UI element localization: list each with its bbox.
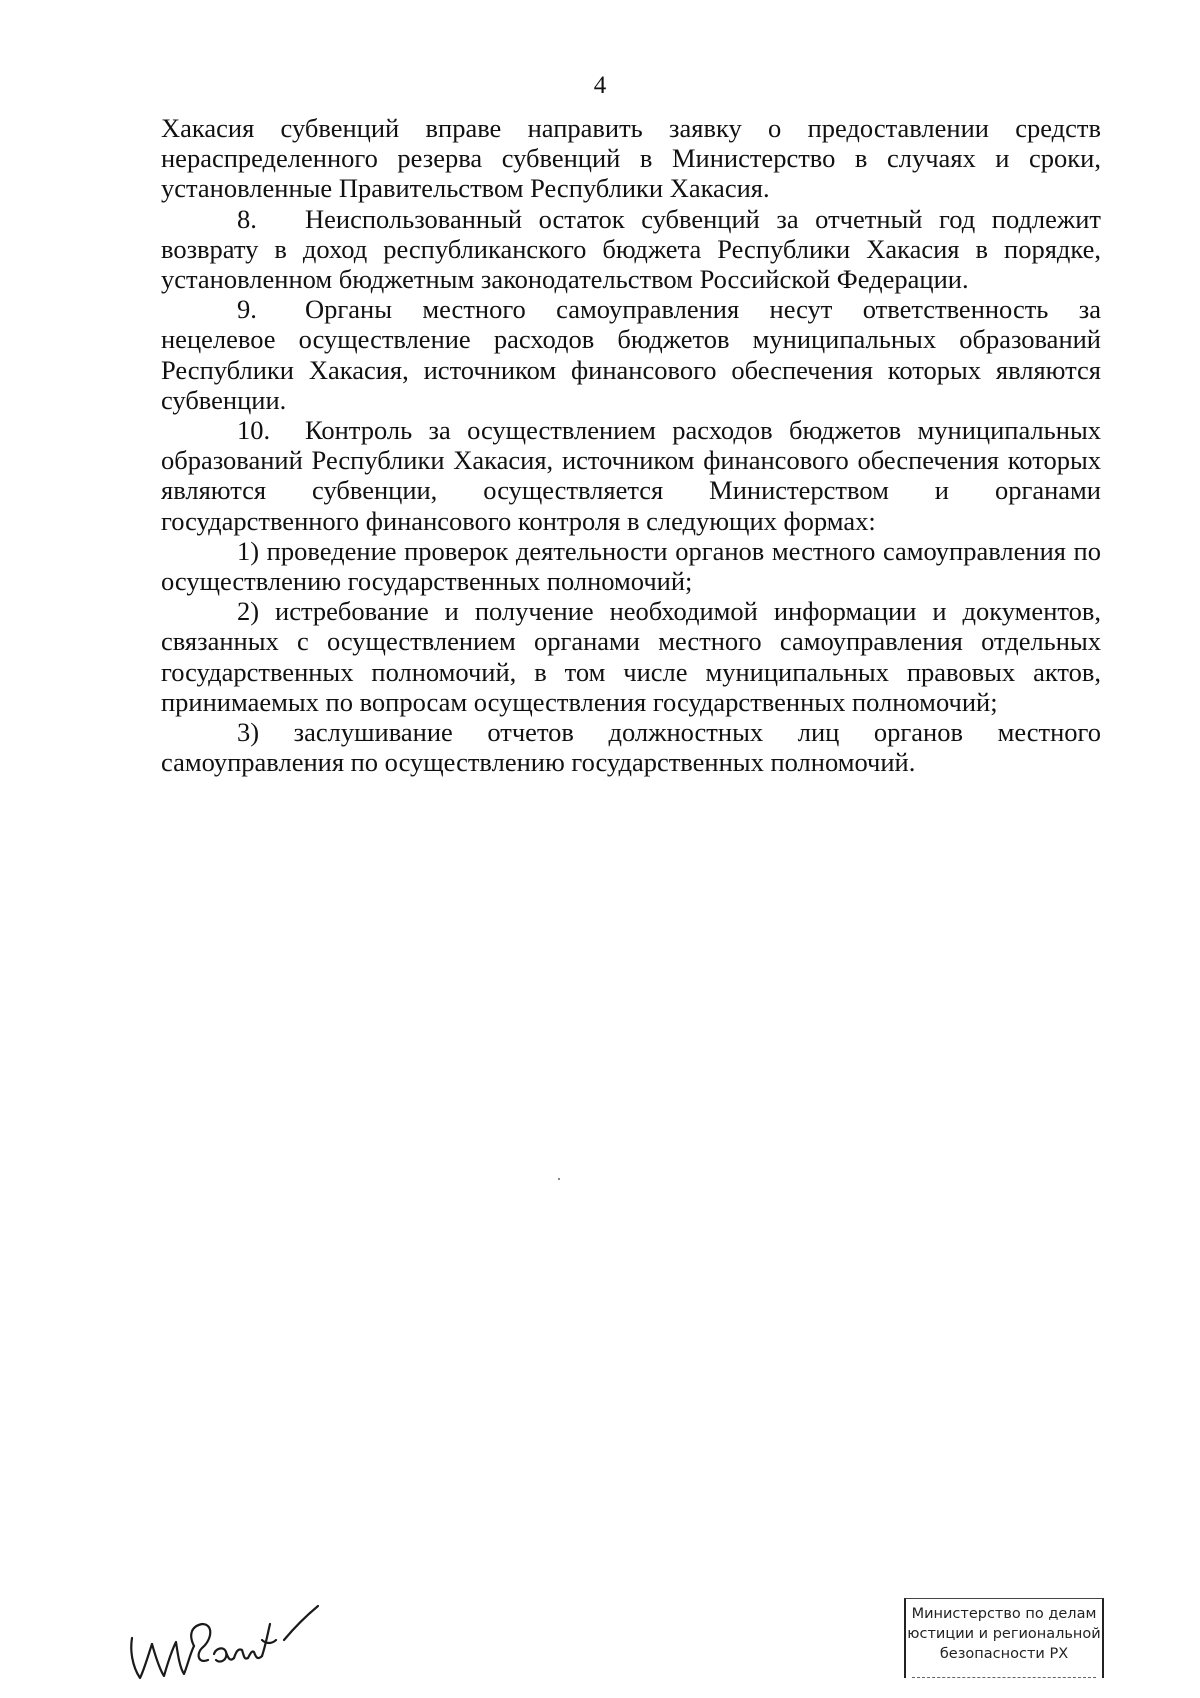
paragraph-9-text: Органы местного самоуправления несут ответственность за нецелевое осуществление расходов бюджетов муниципальных образований Республики Хакасия, источником финансового обеспечения которых являются субвенции.	[161, 294, 1101, 415]
page-number: 4	[593, 72, 607, 99]
registration-stamp	[904, 1598, 1104, 1678]
paragraph-10	[161, 415, 1101, 536]
stamp-line-1: Министерство по делам	[911, 1606, 1097, 1622]
handwritten-signature	[126, 1600, 336, 1685]
paragraph-8-text: Неиспользованный остаток субвенций за отчетный год подлежит возврату в доход республиканского бюджета Республики Хакасия в порядке, установленном бюджетным законодательством Российской Федерации.	[161, 203, 1101, 295]
stamp-line-2: юстиции и региональной	[907, 1626, 1101, 1642]
paragraph-9-number: 9.	[237, 294, 257, 325]
scan-artifact	[558, 1178, 560, 1180]
stamp-bottom-border	[912, 1677, 1096, 1678]
stamp-line-3: безопасности РХ	[939, 1646, 1069, 1662]
paragraph-9	[161, 294, 1101, 415]
list-item-3: 3) заслушивание отчетов должностных лиц органов местного самоуправления по осуществлению государственных полномочий.	[161, 717, 1101, 778]
paragraph-10-text: Контроль за осуществлением расходов бюджетов муниципальных образований Республики Хакасия, источником финансового обеспечения которых являются субвенции, осуществляется Министерством и органами государственного финансового контроля в следующих формах:	[161, 415, 1101, 536]
list-item-1: 1) проведение проверок деятельности органов местного самоуправления по осуществлению государственных полномочий;	[161, 535, 1101, 597]
document-body	[161, 113, 1101, 777]
paragraph-8-number: 8.	[237, 203, 257, 234]
list-item-2: 2) истребование и получение необходимой информации и документов, связанных с осуществлением органами местного самоуправления отдельных государственных полномочий, в том числе муниципальных правовых актов, принимаемых по вопросам осуществления государственных полномочий;	[161, 596, 1101, 717]
paragraph-8	[161, 204, 1101, 295]
paragraph-continuation: Хакасия субвенций вправе направить заявку о предоставлении средств нераспределенного резерва субвенций в Министерство в случаях и сроки, установленные Правительством Республики Хакасия.	[161, 113, 1101, 204]
paragraph-10-number: 10.	[237, 415, 271, 446]
